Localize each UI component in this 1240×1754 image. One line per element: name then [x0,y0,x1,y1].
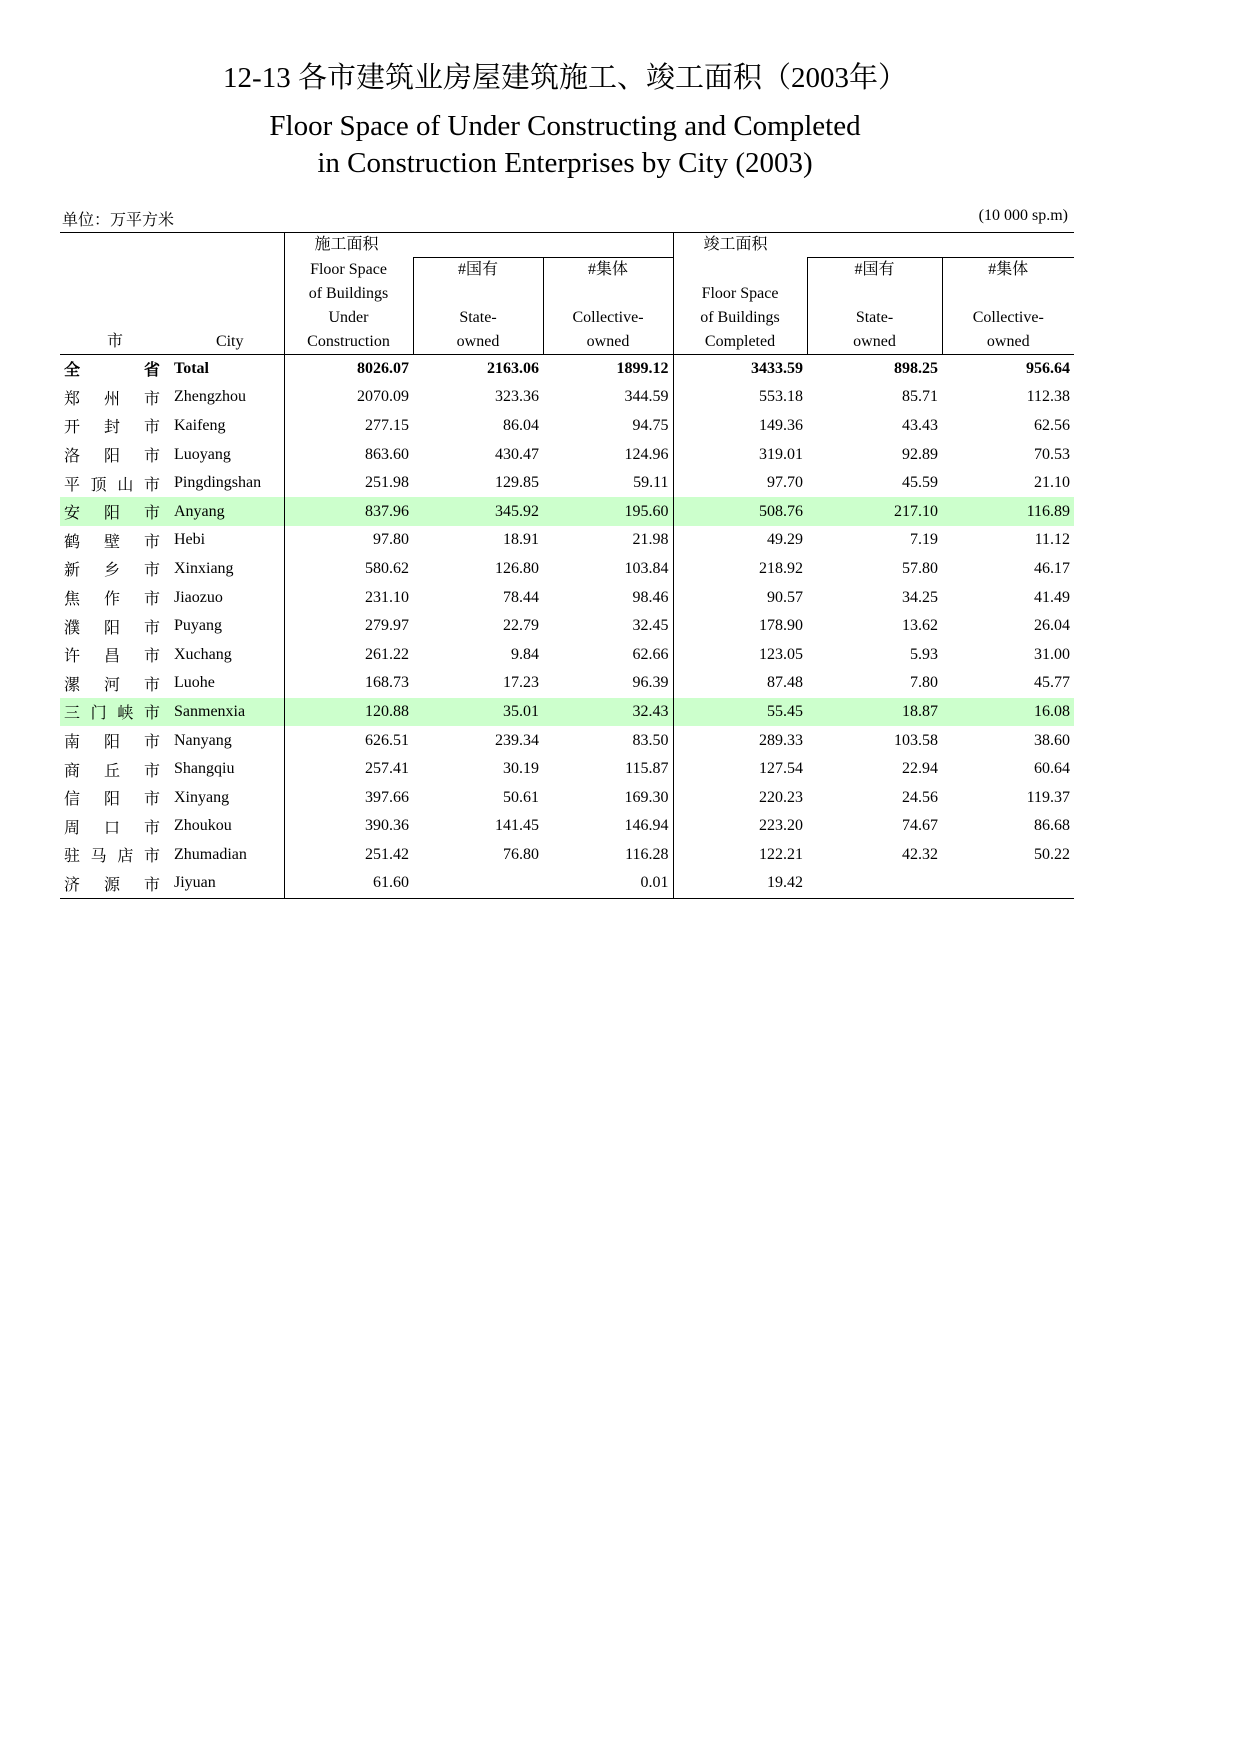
city-name-en: Anyang [170,497,284,526]
header-of-buildings-2: of Buildings [673,306,807,330]
table-row [60,412,1074,441]
cell-c-state: 74.67 [902,817,938,835]
cell-uc-state: 78.44 [503,588,539,606]
header-under: Under [284,306,413,330]
cell-uc-state: 2163.06 [487,359,539,377]
cell-uc-state: 22.79 [503,617,539,635]
header-collective-cn-1: #集体 [543,258,673,306]
cell-c-total: 223.20 [673,812,807,841]
city-name-cn: 平 顶 山 市 [64,476,160,494]
city-name-cn: 鹤 壁 市 [64,533,160,551]
cell-c-collective: 50.22 [1034,845,1071,863]
cell-c-collective: 62.56 [1034,416,1071,434]
cell-c-state: 103.58 [894,731,938,749]
cell-uc-state: 323.36 [495,388,539,406]
city-name-en: Shangqiu [174,760,235,778]
cell-c-collective: 16.08 [942,698,1074,727]
cell-c-total: 123.05 [673,640,807,669]
cell-uc-state: 430.47 [495,445,539,463]
cell-c-total: 87.48 [673,669,807,698]
cell-uc-state: 50.61 [503,788,539,806]
cell-uc-total: 168.73 [284,669,413,698]
cell-c-collective: 70.53 [1034,445,1071,463]
cell-c-total: 220.23 [673,783,807,812]
cell-c-collective: 11.12 [1034,531,1071,549]
table-row [60,755,1074,784]
cell-c-collective: 46.17 [1034,559,1071,577]
table-row [60,812,1074,841]
cell-c-state: 18.87 [807,698,942,727]
cell-c-total: 178.90 [673,612,807,641]
city-name-en: Zhoukou [174,817,232,835]
city-name-cn: 许 昌 市 [64,648,160,666]
cell-c-collective: 26.04 [1034,617,1071,635]
header-state-en2-2: owned [807,330,942,355]
cell-c-state: 7.19 [910,531,938,549]
cell-c-collective: 38.60 [1034,731,1071,749]
cell-uc-state: 35.01 [413,698,543,727]
cell-uc-state [413,869,543,898]
cell-c-collective: 41.49 [1034,588,1071,606]
city-name-en: Zhumadian [174,845,247,863]
cell-c-state: 22.94 [902,760,938,778]
cell-uc-total: 2070.09 [284,383,413,412]
cell-c-total: 218.92 [673,555,807,584]
cell-uc-total: 97.80 [284,526,413,555]
cell-uc-total: 279.97 [284,612,413,641]
table-row [60,783,1074,812]
table-row [60,497,1074,526]
table-row [60,669,1074,698]
cell-c-total: 508.76 [673,497,807,526]
cell-c-collective: 86.68 [1034,817,1071,835]
table-row [60,526,1074,555]
city-name-cn: 新 乡 市 [64,562,160,580]
city-name-cn: 济 源 市 [60,869,170,898]
cell-uc-collective: 94.75 [632,416,669,434]
cell-uc-collective: 146.94 [624,817,669,835]
cell-uc-collective: 0.01 [543,869,673,898]
cell-c-state: 24.56 [902,788,938,806]
unit-label-cn: 单位：万平方米 [62,212,175,229]
city-name-cn: 全 省 [64,362,160,380]
city-name-en: Sanmenxia [170,698,284,727]
cell-c-total: 149.36 [673,412,807,441]
header-completed: Completed [673,330,807,355]
floor-space-table [60,232,1074,899]
cell-uc-state: 30.19 [503,760,539,778]
city-name-cn: 南 阳 市 [64,734,160,752]
header-city-cn: 市 [60,233,170,355]
table-row [60,841,1074,870]
cell-c-state: 92.89 [902,445,938,463]
cell-c-collective: 31.00 [1034,645,1071,663]
city-name-cn: 驻 马 店 市 [64,848,160,866]
city-name-en: Luoyang [174,445,231,463]
cell-uc-collective: 124.96 [624,445,669,463]
cell-uc-collective: 344.59 [624,388,669,406]
city-name-cn: 开 封 市 [64,419,160,437]
cell-c-collective: 60.64 [1034,760,1071,778]
city-name-cn: 濮 阳 市 [64,619,160,637]
cell-uc-total: 837.96 [284,497,413,526]
header-collective-en1-2: Collective- [942,306,1074,330]
city-name-en: Jiaozuo [174,588,223,606]
city-name-cn: 焦 作 市 [64,591,160,609]
cell-c-state: 43.43 [902,416,938,434]
table-body [60,354,1074,898]
header-construction: Construction [284,330,413,355]
table-row [60,469,1074,498]
table-row [60,555,1074,584]
cell-uc-state: 9.84 [511,645,539,663]
cell-uc-collective: 21.98 [632,531,669,549]
city-name-en: Hebi [174,531,206,549]
cell-uc-total: 120.88 [284,698,413,727]
cell-uc-total: 61.60 [284,869,413,898]
cell-c-state: 5.93 [910,645,938,663]
title-cn: 12-13 各市建筑业房屋建筑施工、竣工面积（2003年） [223,62,907,94]
table-row [60,440,1074,469]
city-name-en: Nanyang [174,731,232,749]
cell-uc-total: 251.42 [284,841,413,870]
header-completed-cn: 竣工面积 [673,233,1074,258]
city-name-en: Pingdingshan [174,474,262,492]
cell-c-state [807,869,942,898]
cell-uc-total: 397.66 [284,783,413,812]
cell-uc-total: 580.62 [284,555,413,584]
cell-c-state: 898.25 [894,359,938,377]
cell-uc-collective: 116.28 [625,845,669,863]
unit-label-en: (10 000 sp.m) [978,207,1068,224]
cell-c-total: 3433.59 [673,354,807,383]
cell-uc-total: 277.15 [284,412,413,441]
cell-c-state: 85.71 [902,388,938,406]
cell-c-total: 122.21 [673,841,807,870]
header-collective-en2-2: owned [942,330,1074,355]
table-row [60,583,1074,612]
table-row [60,698,1074,727]
header-of-buildings-1: of Buildings [284,282,413,306]
cell-c-state: 7.80 [910,674,938,692]
cell-uc-total: 863.60 [284,440,413,469]
city-name-cn: 商 丘 市 [64,762,160,780]
cell-c-total: 127.54 [673,755,807,784]
cell-uc-collective: 195.60 [543,497,673,526]
cell-c-collective: 956.64 [1026,359,1071,377]
cell-uc-collective: 59.11 [633,474,669,492]
table-row [60,640,1074,669]
cell-uc-collective: 32.43 [543,698,673,727]
cell-c-state: 42.32 [902,845,938,863]
cell-c-state: 45.59 [902,474,938,492]
table-row [60,354,1074,383]
cell-c-state: 217.10 [807,497,942,526]
header-floor-space-1: Floor Space [284,258,413,282]
cell-c-total: 19.42 [673,869,807,898]
cell-c-collective: 21.10 [1034,474,1071,492]
header-under-construction-cn: 施工面积 [284,233,673,258]
city-name-en: Kaifeng [174,416,226,434]
cell-c-state: 57.80 [902,559,938,577]
cell-uc-collective: 83.50 [632,731,669,749]
header-state-cn-1: #国有 [413,258,543,306]
cell-uc-total: 261.22 [284,640,413,669]
cell-c-collective: 116.89 [942,497,1074,526]
cell-uc-total: 251.98 [284,469,413,498]
header-state-en1-2: State- [807,306,942,330]
table-row [60,383,1074,412]
cell-uc-state: 17.23 [503,674,539,692]
cell-uc-collective: 62.66 [632,645,669,663]
cell-uc-total: 231.10 [284,583,413,612]
cell-uc-state: 76.80 [503,845,539,863]
header-floor-space-2: Floor Space [673,282,807,306]
table-row [60,726,1074,755]
cell-uc-state: 345.92 [413,497,543,526]
city-name-cn: 信 阳 市 [64,791,160,809]
city-name-cn: 漯 河 市 [64,676,160,694]
cell-c-state: 34.25 [902,588,938,606]
city-name-en: Jiyuan [170,869,284,898]
city-name-en: Total [174,359,209,377]
cell-c-total: 289.33 [673,726,807,755]
cell-c-state: 13.62 [902,617,938,635]
cell-uc-collective: 32.45 [632,617,669,635]
city-name-en: Xinyang [174,788,230,806]
cell-uc-collective: 115.87 [625,760,669,778]
city-name-en: Zhengzhou [174,388,246,406]
header-city-en: City [170,233,284,355]
cell-uc-total: 257.41 [284,755,413,784]
city-name-en: Puyang [174,617,222,635]
cell-uc-state: 129.85 [495,474,539,492]
header-collective-cn-2: #集体 [942,258,1074,306]
city-name-cn: 三 门 峡 市 [60,698,170,727]
header-collective-en2-1: owned [543,330,673,355]
table-header [60,233,1074,355]
cell-uc-state: 18.91 [503,531,539,549]
cell-c-total: 553.18 [673,383,807,412]
cell-c-total: 49.29 [673,526,807,555]
cell-uc-total: 8026.07 [284,354,413,383]
city-name-cn: 洛 阳 市 [64,448,160,466]
cell-c-collective: 45.77 [1034,674,1071,692]
cell-uc-collective: 103.84 [624,559,669,577]
header-state-cn-2: #国有 [807,258,942,306]
cell-uc-state: 141.45 [495,817,539,835]
city-name-en: Xinxiang [174,559,234,577]
cell-c-total: 55.45 [673,698,807,727]
cell-c-total: 97.70 [673,469,807,498]
city-name-cn: 周 口 市 [64,819,160,837]
cell-c-collective: 112.38 [1026,388,1071,406]
table-row [60,869,1074,898]
header-collective-en1-1: Collective- [543,306,673,330]
cell-uc-state: 126.80 [495,559,539,577]
cell-uc-collective: 98.46 [632,588,669,606]
city-name-en: Luohe [174,674,215,692]
cell-uc-collective: 1899.12 [616,359,669,377]
city-name-en: Xuchang [174,645,232,663]
cell-c-collective [942,869,1074,898]
city-name-cn: 郑 州 市 [64,390,160,408]
cell-c-total: 90.57 [673,583,807,612]
cell-uc-total: 390.36 [284,812,413,841]
header-state-en2-1: owned [413,330,543,355]
table-row [60,612,1074,641]
title-en-line1: Floor Space of Under Constructing and Completed [269,110,861,142]
city-name-cn: 安 阳 市 [60,497,170,526]
cell-uc-collective: 169.30 [624,788,669,806]
cell-c-collective: 119.37 [1026,788,1071,806]
title-en-line2: in Construction Enterprises by City (2003) [317,147,813,179]
cell-c-total: 319.01 [673,440,807,469]
header-state-en1-1: State- [413,306,543,330]
cell-uc-state: 86.04 [503,416,539,434]
cell-uc-state: 239.34 [495,731,539,749]
cell-uc-collective: 96.39 [632,674,669,692]
cell-uc-total: 626.51 [284,726,413,755]
